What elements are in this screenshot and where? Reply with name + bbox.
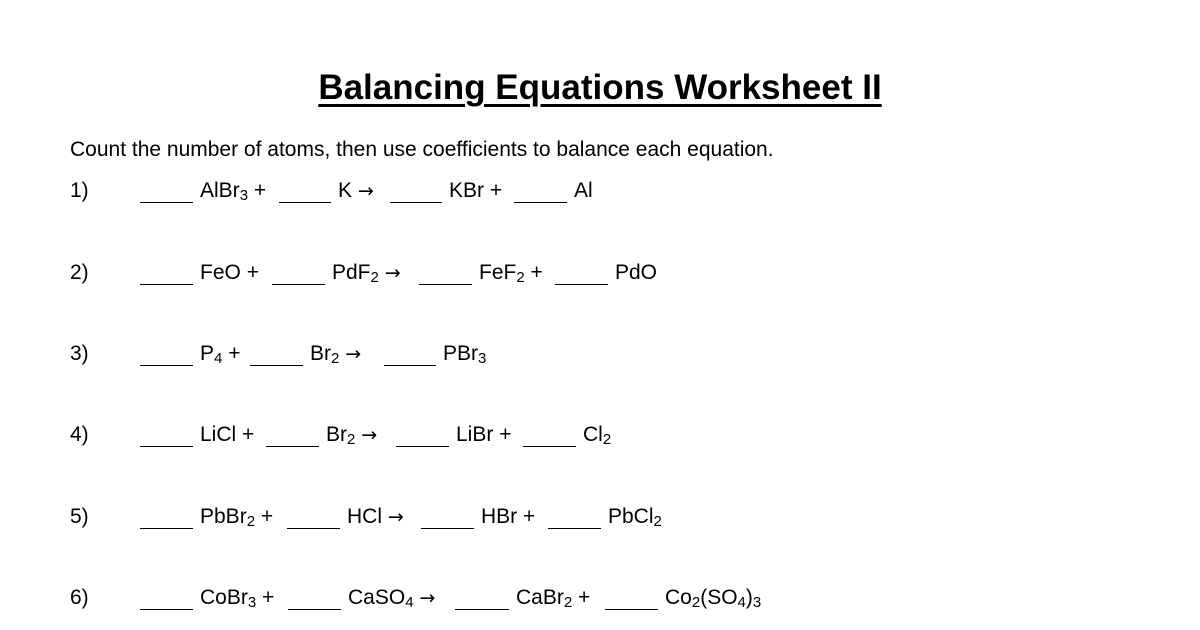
coefficient-blank[interactable] [390,202,442,203]
chemical-formula: AlBr$_3$ [200,179,249,204]
coefficient-blank[interactable] [266,446,319,447]
equation-row-6 [0,583,1200,613]
chemical-term [665,583,761,613]
chemical-formula: CaSO$_4$ [348,586,414,611]
coefficient-blank[interactable] [140,528,193,529]
chemical-term [443,339,486,369]
coefficient-blank[interactable] [140,609,193,610]
coefficient-blank[interactable] [421,528,474,529]
chemical-formula: $Cl_2$ [583,423,612,448]
chemical-formula: $Co_2(SO_4)_3$ [665,586,762,611]
plus-sign: + [262,586,275,609]
equation-row-3 [0,339,1200,369]
chemical-term [574,176,593,206]
equation-number: 3) [70,342,89,365]
equation-row-1 [0,176,1200,206]
chemical-term [200,339,240,369]
chemical-term [200,258,259,288]
chemical-formula: PdF$_2$ [332,261,379,286]
equation-number: 5) [70,505,89,528]
chemical-formula: KBr [449,179,485,202]
chemical-term [200,176,266,206]
coefficient-blank[interactable] [384,365,436,366]
plus-sign: + [242,423,255,446]
chemical-formula: PbBr$_2$ [200,505,256,530]
reaction-arrow-icon: → [357,180,374,202]
chemical-term [481,502,535,532]
coefficient-blank[interactable] [523,446,576,447]
reaction-arrow-icon: → [384,262,401,284]
chemical-formula: $Br_2$ [310,342,340,367]
chemical-term [583,420,611,450]
chemical-term [338,176,374,206]
equation-row-5 [0,502,1200,532]
equation-row-4 [0,420,1200,450]
worksheet-title [0,66,1200,110]
coefficient-blank[interactable] [555,284,608,285]
chemical-formula: $P_4$ [200,342,223,367]
coefficient-blank[interactable] [514,202,567,203]
plus-sign: + [489,179,503,202]
chemical-term [332,258,401,288]
chemical-formula: HCl [347,505,382,528]
chemical-formula: LiCl [200,423,237,446]
chemical-term [456,420,511,450]
chemical-term [608,502,662,532]
chemical-term [347,502,404,532]
chemical-term [479,258,543,288]
worksheet-title-text: Balancing Equations Worksheet II [318,68,882,107]
coefficient-blank[interactable] [140,284,193,285]
plus-sign: + [260,505,274,528]
reaction-arrow-icon: → [345,343,362,365]
reaction-arrow-icon: → [419,587,436,609]
chemical-term [348,583,435,613]
coefficient-blank[interactable] [548,528,601,529]
equation-number: 4) [70,423,89,446]
chemical-term [200,420,254,450]
coefficient-blank[interactable] [287,528,340,529]
coefficient-blank[interactable] [140,365,193,366]
chemical-formula: PbCl$_2$ [608,505,662,530]
equation-number: 6) [70,586,89,609]
plus-sign: + [499,423,512,446]
chemical-term [200,583,274,613]
coefficient-blank[interactable] [140,446,193,447]
coefficient-blank[interactable] [140,202,193,203]
chemical-formula: FeO [200,261,241,284]
chemical-formula: CoBr$_3$ [200,586,257,611]
chemical-term [516,583,590,613]
chemical-term [326,420,377,450]
chemical-formula: PdO [615,261,658,284]
plus-sign: + [228,342,241,365]
coefficient-blank[interactable] [250,365,303,366]
chemical-formula: PBr$_3$ [443,342,487,367]
chemical-term [615,258,657,288]
chemical-formula: CaBr$_2$ [516,586,573,611]
chemical-formula: LiBr [456,423,494,446]
plus-sign: + [578,586,591,609]
plus-sign: + [523,505,536,528]
reaction-arrow-icon: → [387,506,404,528]
reaction-arrow-icon: → [361,424,378,446]
chemical-formula: $Br_2$ [326,423,356,448]
coefficient-blank[interactable] [279,202,331,203]
chemical-term [200,502,273,532]
coefficient-blank[interactable] [605,609,658,610]
chemical-formula: HBr [481,505,518,528]
equation-number: 1) [70,179,89,202]
coefficient-blank[interactable] [419,284,472,285]
plus-sign: + [253,179,267,202]
coefficient-blank[interactable] [288,609,341,610]
equation-row-2 [0,258,1200,288]
coefficient-blank[interactable] [396,446,449,447]
coefficient-blank[interactable] [455,609,509,610]
chemical-formula: Al [574,179,593,202]
coefficient-blank[interactable] [272,284,325,285]
chemical-formula: FeF$_2$ [479,261,525,286]
chemical-term [449,176,502,206]
chemical-formula: K [338,179,353,202]
chemical-term [310,339,361,369]
equation-number: 2) [70,261,89,284]
instructions-text: Count the number of atoms, then use coefficients to balance each equation. [70,138,774,161]
plus-sign: + [530,261,543,284]
plus-sign: + [246,261,259,284]
